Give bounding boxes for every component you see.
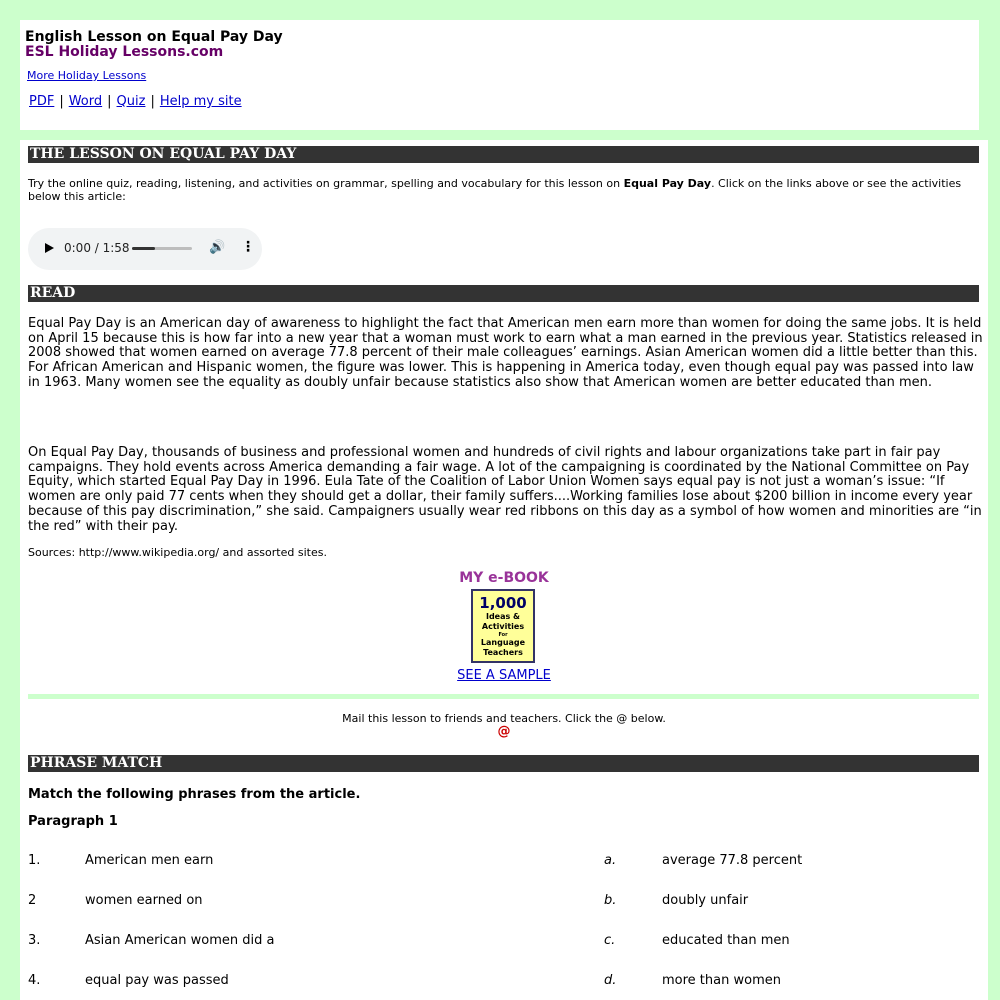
site-brand: ESL Holiday Lessons.com	[25, 44, 224, 60]
ebook-cover-number: 1,000	[479, 594, 527, 612]
quiz-link[interactable]: Quiz	[116, 94, 146, 109]
match-row	[20, 853, 988, 871]
match-letter: c.	[604, 933, 616, 948]
match-number: 2	[28, 893, 37, 908]
match-number: 4.	[28, 973, 41, 988]
intro-text	[28, 177, 973, 203]
audio-progress-slider[interactable]	[132, 247, 192, 250]
intro-text-start: Try the online quiz, reading, listening, and activities on grammar, spelling and vocabulary for this lesson on	[28, 177, 624, 190]
read-paragraph-1: Equal Pay Day is an American day of awareness to highlight the fact that American men earn more than women for doing the same jobs. It is held on April 15 because this is how far into a new year that a woman must work to earn what a man earned in the previous year. Statistics released in 2008 showed that women earned on average 77.8 percent of their male colleagues’ earnings. Asian American women did a little better than this. For African American and Hispanic women, the figure was lower. This is happening in America today, even though equal pay was passed into law in 1963. Many women see the equality as doubly unfair because statistics also show that American women are better educated than men.	[28, 316, 983, 390]
match-number: 1.	[28, 853, 41, 868]
header-box	[20, 20, 979, 130]
ebook-cover-line: Language	[480, 638, 526, 647]
lesson-content	[20, 140, 988, 1000]
page-title: English Lesson on Equal Pay Day	[25, 29, 283, 45]
audio-progress-fill	[132, 247, 155, 250]
more-options-icon[interactable]: ⋮	[241, 239, 255, 255]
match-phrase: equal pay was passed	[85, 973, 229, 988]
match-ending: educated than men	[662, 933, 790, 948]
ebook-cover-line: Ideas &	[485, 612, 521, 621]
play-icon[interactable]	[45, 243, 54, 253]
match-ending: more than women	[662, 973, 781, 988]
match-row	[20, 933, 988, 951]
match-number: 3.	[28, 933, 41, 948]
volume-icon[interactable]: 🔊	[209, 240, 226, 255]
pdf-link[interactable]: PDF	[29, 94, 55, 109]
ebook-cover[interactable]	[471, 589, 535, 663]
link-separator: |	[150, 94, 155, 109]
read-paragraph-2: On Equal Pay Day, thousands of business and professional women and hundreds of civil rights and labour organizations take part in fair pay campaigns. They hold events across America demanding a fair wage. A lot of the campaigning is coordinated by the National Committee on Pay Equity, which started Equal Pay Day in 1996. Eula Tate of the Coalition of Labor Union Women says equal pay is not just a woman’s issue: “If women are only paid 77 cents when they should get a dollar, their family suffers....Working families lose about $200 billion in income every year because of this pay discrimination,” she said. Campaigners usually wear red ribbons on this day as a symbol of how women and minorities are “in the red” with their pay.	[28, 445, 982, 534]
ebook-cover-line: Activities	[481, 622, 525, 631]
ebook-cover-line: For	[498, 632, 508, 638]
audio-player[interactable]	[28, 228, 262, 270]
ebook-cover-line: Teachers	[483, 648, 523, 657]
match-ending: average 77.8 percent	[662, 853, 803, 868]
word-link[interactable]: Word	[68, 94, 103, 109]
mail-text: Mail this lesson to friends and teachers. Click the @ below.	[342, 712, 666, 725]
help-my-site-link[interactable]: Help my site	[159, 94, 242, 109]
phrase-match-heading: PHRASE MATCH	[28, 755, 979, 772]
link-separator: |	[59, 94, 64, 109]
sources-text: Sources: http://www.wikipedia.org/ and assorted sites.	[28, 546, 327, 559]
mail-at-link[interactable]: @	[497, 724, 511, 739]
match-letter: b.	[604, 893, 617, 908]
mail-at-icon	[20, 724, 988, 739]
phrase-match-instruction: Match the following phrases from the article.	[28, 787, 361, 802]
see-a-sample-link[interactable]: SEE A SAMPLE	[457, 668, 551, 683]
intro-topic: Equal Pay Day	[623, 177, 712, 190]
resource-links	[29, 94, 242, 109]
match-phrase: American men earn	[85, 853, 214, 868]
match-ending: doubly unfair	[662, 893, 749, 908]
match-letter: d.	[604, 973, 617, 988]
ebook-title: MY e-BOOK	[459, 570, 549, 586]
divider	[28, 694, 979, 699]
read-heading: READ	[28, 285, 979, 302]
paragraph-label: Paragraph 1	[28, 814, 118, 829]
intro-text-end: . Click on the links above or see the activities below this article:	[28, 177, 962, 203]
lesson-heading: THE LESSON ON EQUAL PAY DAY	[28, 146, 979, 163]
match-phrase: women earned on	[85, 893, 203, 908]
match-row	[20, 893, 988, 911]
more-holiday-lessons-link[interactable]: More Holiday Lessons	[27, 69, 147, 82]
link-separator: |	[107, 94, 112, 109]
audio-time: 0:00 / 1:58	[64, 241, 130, 255]
match-letter: a.	[604, 853, 617, 868]
match-phrase: Asian American women did a	[85, 933, 275, 948]
match-row	[20, 973, 988, 991]
sample-link-wrap	[20, 668, 988, 683]
